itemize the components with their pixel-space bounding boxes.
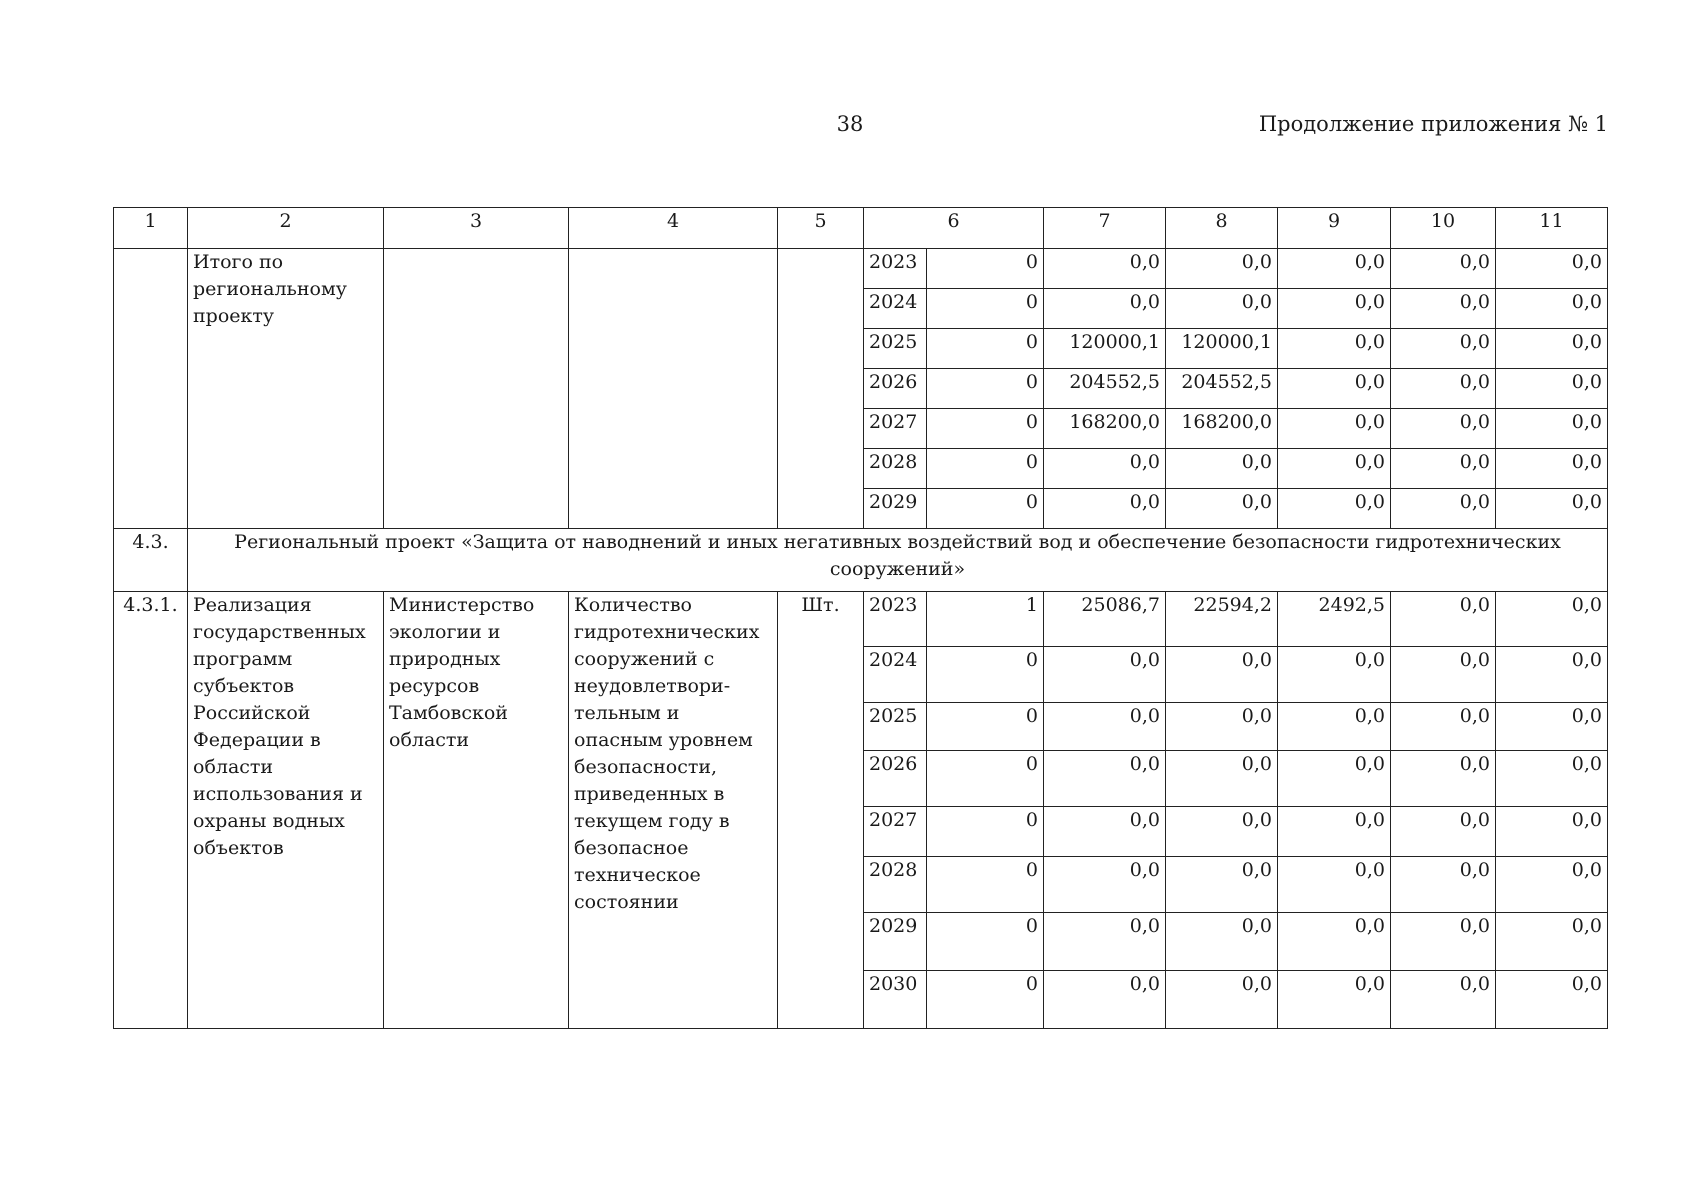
value-col10: 0,0 bbox=[1391, 489, 1496, 529]
value-col8: 0,0 bbox=[1166, 449, 1278, 489]
col-header: 6 bbox=[864, 208, 1044, 249]
value-col10: 0,0 bbox=[1391, 807, 1496, 857]
value-col6: 0 bbox=[927, 807, 1044, 857]
value-col7: 0,0 bbox=[1044, 913, 1166, 971]
section-title: Региональный проект «Защита от наводнений и иных негативных воздействий вод и обеспечение безопасности гидротехнических сооружений» bbox=[188, 529, 1608, 592]
measure-index: 4.3.1. bbox=[114, 592, 188, 1029]
value-col10: 0,0 bbox=[1391, 647, 1496, 703]
value-col7: 0,0 bbox=[1044, 751, 1166, 807]
value-col8: 0,0 bbox=[1166, 971, 1278, 1029]
regional-total-block bbox=[114, 249, 1608, 529]
value-col7: 0,0 bbox=[1044, 289, 1166, 329]
col-header: 3 bbox=[384, 208, 569, 249]
year-cell: 2024 bbox=[864, 289, 927, 329]
value-col7: 0,0 bbox=[1044, 249, 1166, 289]
value-col11: 0,0 bbox=[1496, 857, 1608, 913]
regional-total-label: Итого по региональному проекту bbox=[188, 249, 384, 529]
value-col10: 0,0 bbox=[1391, 369, 1496, 409]
value-col11: 0,0 bbox=[1496, 913, 1608, 971]
year-cell: 2027 bbox=[864, 409, 927, 449]
year-cell: 2030 bbox=[864, 971, 927, 1029]
value-col11: 0,0 bbox=[1496, 703, 1608, 751]
year-cell: 2023 bbox=[864, 249, 927, 289]
executor-empty bbox=[384, 249, 569, 529]
value-col10: 0,0 bbox=[1391, 249, 1496, 289]
value-col7: 120000,1 bbox=[1044, 329, 1166, 369]
value-col9: 0,0 bbox=[1278, 449, 1391, 489]
value-col10: 0,0 bbox=[1391, 409, 1496, 449]
value-col6: 0 bbox=[927, 329, 1044, 369]
value-col10: 0,0 bbox=[1391, 449, 1496, 489]
value-col8: 0,0 bbox=[1166, 647, 1278, 703]
unit-empty bbox=[778, 249, 864, 529]
value-col11: 0,0 bbox=[1496, 289, 1608, 329]
year-cell: 2026 bbox=[864, 369, 927, 409]
value-col6: 0 bbox=[927, 857, 1044, 913]
value-col9: 0,0 bbox=[1278, 489, 1391, 529]
value-col11: 0,0 bbox=[1496, 751, 1608, 807]
value-col9: 0,0 bbox=[1278, 751, 1391, 807]
value-col10: 0,0 bbox=[1391, 289, 1496, 329]
value-col11: 0,0 bbox=[1496, 249, 1608, 289]
value-col7: 0,0 bbox=[1044, 807, 1166, 857]
value-col9: 0,0 bbox=[1278, 647, 1391, 703]
col-header: 1 bbox=[114, 208, 188, 249]
value-col10: 0,0 bbox=[1391, 971, 1496, 1029]
indicator-empty bbox=[569, 249, 778, 529]
value-col8: 0,0 bbox=[1166, 857, 1278, 913]
value-col7: 0,0 bbox=[1044, 703, 1166, 751]
value-col9: 0,0 bbox=[1278, 807, 1391, 857]
value-col8: 204552,5 bbox=[1166, 369, 1278, 409]
measure-block bbox=[114, 592, 1608, 1029]
value-col11: 0,0 bbox=[1496, 409, 1608, 449]
page-number: 38 bbox=[836, 112, 864, 136]
value-col10: 0,0 bbox=[1391, 703, 1496, 751]
value-col8: 0,0 bbox=[1166, 913, 1278, 971]
appendix-table bbox=[113, 207, 1608, 1029]
section-row bbox=[114, 529, 1608, 592]
value-col7: 168200,0 bbox=[1044, 409, 1166, 449]
value-col6: 0 bbox=[927, 449, 1044, 489]
measure-unit: Шт. bbox=[778, 592, 864, 1029]
value-col9: 0,0 bbox=[1278, 329, 1391, 369]
value-col9: 0,0 bbox=[1278, 409, 1391, 449]
col-header: 9 bbox=[1278, 208, 1391, 249]
section-number: 4.3. bbox=[114, 529, 188, 592]
year-cell: 2028 bbox=[864, 449, 927, 489]
value-col10: 0,0 bbox=[1391, 913, 1496, 971]
value-col8: 22594,2 bbox=[1166, 592, 1278, 647]
value-col11: 0,0 bbox=[1496, 329, 1608, 369]
value-col7: 0,0 bbox=[1044, 971, 1166, 1029]
value-col7: 25086,7 bbox=[1044, 592, 1166, 647]
value-col6: 0 bbox=[927, 703, 1044, 751]
value-col11: 0,0 bbox=[1496, 647, 1608, 703]
value-col9: 0,0 bbox=[1278, 289, 1391, 329]
value-col11: 0,0 bbox=[1496, 489, 1608, 529]
value-col6: 0 bbox=[927, 289, 1044, 329]
value-col9: 0,0 bbox=[1278, 369, 1391, 409]
value-col9: 2492,5 bbox=[1278, 592, 1391, 647]
value-col6: 0 bbox=[927, 409, 1044, 449]
value-col6: 0 bbox=[927, 971, 1044, 1029]
year-cell: 2028 bbox=[864, 857, 927, 913]
measure-name: Реализация государственных программ субъектов Российской Федерации в области использования и охраны водных объектов bbox=[188, 592, 384, 1029]
value-col8: 0,0 bbox=[1166, 489, 1278, 529]
value-col9: 0,0 bbox=[1278, 703, 1391, 751]
col-header: 7 bbox=[1044, 208, 1166, 249]
value-col6: 0 bbox=[927, 751, 1044, 807]
col-header: 11 bbox=[1496, 208, 1608, 249]
year-cell: 2029 bbox=[864, 913, 927, 971]
value-col10: 0,0 bbox=[1391, 592, 1496, 647]
year-cell: 2027 bbox=[864, 807, 927, 857]
value-col7: 0,0 bbox=[1044, 857, 1166, 913]
col-header: 10 bbox=[1391, 208, 1496, 249]
value-col6: 0 bbox=[927, 489, 1044, 529]
measure-indicator: Количество гидротехнических сооружений с неудовлетвори-тельным и опасным уровнем безопасности, приведенных в текущем году в безопасное техническое состоянии bbox=[569, 592, 778, 1029]
value-col6: 0 bbox=[927, 647, 1044, 703]
value-col8: 0,0 bbox=[1166, 703, 1278, 751]
value-col8: 0,0 bbox=[1166, 807, 1278, 857]
col-header: 4 bbox=[569, 208, 778, 249]
year-cell: 2023 bbox=[864, 592, 927, 647]
value-col11: 0,0 bbox=[1496, 449, 1608, 489]
year-cell: 2024 bbox=[864, 647, 927, 703]
value-col9: 0,0 bbox=[1278, 913, 1391, 971]
year-cell: 2029 bbox=[864, 489, 927, 529]
year-cell: 2025 bbox=[864, 329, 927, 369]
value-col6: 0 bbox=[927, 369, 1044, 409]
year-cell: 2025 bbox=[864, 703, 927, 751]
value-col6: 1 bbox=[927, 592, 1044, 647]
value-col9: 0,0 bbox=[1278, 971, 1391, 1029]
col-header: 5 bbox=[778, 208, 864, 249]
column-number-row bbox=[114, 208, 1608, 249]
value-col8: 168200,0 bbox=[1166, 409, 1278, 449]
value-col8: 0,0 bbox=[1166, 751, 1278, 807]
table-row bbox=[114, 249, 1608, 289]
col-header: 2 bbox=[188, 208, 384, 249]
value-col7: 0,0 bbox=[1044, 449, 1166, 489]
value-col9: 0,0 bbox=[1278, 249, 1391, 289]
value-col11: 0,0 bbox=[1496, 369, 1608, 409]
value-col10: 0,0 bbox=[1391, 751, 1496, 807]
value-col7: 0,0 bbox=[1044, 647, 1166, 703]
value-col8: 0,0 bbox=[1166, 289, 1278, 329]
value-col8: 0,0 bbox=[1166, 249, 1278, 289]
value-col9: 0,0 bbox=[1278, 857, 1391, 913]
measure-executor: Министерство экологии и природных ресурсов Тамбовской области bbox=[384, 592, 569, 1029]
table-row bbox=[114, 592, 1608, 647]
value-col11: 0,0 bbox=[1496, 971, 1608, 1029]
value-col11: 0,0 bbox=[1496, 592, 1608, 647]
value-col11: 0,0 bbox=[1496, 807, 1608, 857]
col-header: 8 bbox=[1166, 208, 1278, 249]
row-index-empty bbox=[114, 249, 188, 529]
value-col10: 0,0 bbox=[1391, 329, 1496, 369]
appendix-continuation: Продолжение приложения № 1 bbox=[1258, 112, 1608, 136]
value-col7: 204552,5 bbox=[1044, 369, 1166, 409]
year-cell: 2026 bbox=[864, 751, 927, 807]
value-col7: 0,0 bbox=[1044, 489, 1166, 529]
value-col6: 0 bbox=[927, 249, 1044, 289]
value-col8: 120000,1 bbox=[1166, 329, 1278, 369]
value-col6: 0 bbox=[927, 913, 1044, 971]
value-col10: 0,0 bbox=[1391, 857, 1496, 913]
